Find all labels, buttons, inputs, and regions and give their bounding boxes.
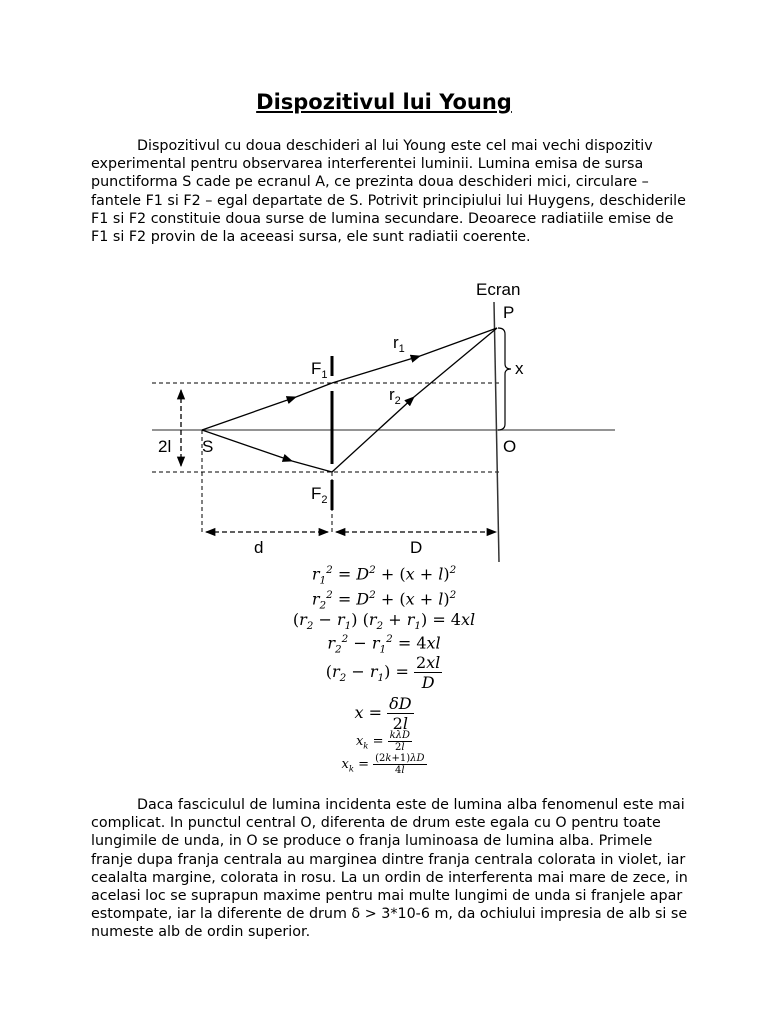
ray-s-f2 bbox=[202, 430, 292, 461]
white-light-paragraph bbox=[91, 796, 691, 942]
intro-text: Dispozitivul cu doua deschideri al lui Young este cel mai vechi dispozitiv experimental pentru observarea interferentei luminii. Lumina emisa de sursa punctiforma S cade pe ecranul A, ce prezinta doua deschideri mici, circulare – fantele F1 si F2 – egal departate de S. Potrivit principiului lui Huygens, deschiderile F1 si F2 constituie doua surse de lumina secundare. Deoarece radiatiile emise de F1 si F2 provin de la aceeasi sursa, ele sunt radiatii coerente. bbox=[91, 138, 686, 246]
equation-8: $x_k$ = $\frac{(2k+1)\lambda D}{4l}$ bbox=[341, 753, 425, 776]
x-brace bbox=[498, 328, 511, 430]
label-d: d bbox=[254, 538, 264, 557]
screen-line bbox=[494, 302, 499, 562]
label-D: D bbox=[410, 538, 423, 557]
white-light-text: Daca fasciculul de lumina incidenta este de lumina alba fenomenul este mai complicat. In punctul central O, diferenta de drum este egala cu O pentru toate lungimile de unda, in O se produce o franja luminoasa de lumina alba. Primele franje dupa franja centrala au marginea dintre franja centrala colorata in violet, iar cealalta margine, colorata in rosu. La un ordin de interferenta mai mare de zece, in acelasi loc se suprapun maxime pentru mai multe lungimi de unda si franjele apar estompate, iar la diferente de drum δ > 3*10-6 m, da ochiului impresia de alb si se numeste alb de ordin superior. bbox=[91, 797, 688, 941]
ray-s-f1 bbox=[202, 397, 296, 430]
label-r2: $r_2$ bbox=[389, 385, 401, 407]
equation-6: x = $\frac{\delta D}{2l}$ bbox=[354, 694, 412, 733]
ray-r2-cont bbox=[414, 328, 497, 397]
equation-5: $(r_2 - r_1)$ = $\frac{2xl}{D}$ bbox=[325, 653, 441, 692]
label-ecran: Ecran bbox=[476, 280, 521, 299]
label-o: O bbox=[503, 437, 517, 456]
label-f1: $F_1$ bbox=[311, 359, 328, 381]
label-p: P bbox=[503, 303, 515, 322]
label-2l: 2l bbox=[158, 437, 172, 456]
ray-r1 bbox=[332, 356, 420, 383]
ray-r2 bbox=[332, 397, 414, 472]
ray-s-f1-cont bbox=[296, 383, 332, 397]
page-title: Dispozitivul lui Young bbox=[256, 90, 512, 114]
ray-s-f2-cont bbox=[292, 461, 332, 472]
equation-4: $r_2^2 - r_1^2 = 4xl$ bbox=[327, 633, 441, 656]
ray-r1-cont bbox=[420, 328, 497, 356]
equation-7: $x_k$ = $\frac{\text{kλD}}{2l}$ bbox=[355, 730, 411, 753]
equation-1: $r_1^2 = D^2 + (x + l)^2$ bbox=[311, 564, 457, 587]
young-diagram bbox=[0, 272, 768, 564]
intro-paragraph bbox=[91, 137, 691, 246]
label-r1: $r_1$ bbox=[393, 333, 405, 355]
equation-3: $(r_2 - r_1) (r_2 + r_1) = 4xl$ bbox=[292, 610, 476, 633]
label-s: S bbox=[202, 437, 214, 456]
label-x: x bbox=[515, 359, 524, 378]
label-f2: $F_2$ bbox=[311, 484, 328, 506]
equation-2: $r_2^2 = D^2 + (x + l)^2$ bbox=[311, 589, 457, 612]
